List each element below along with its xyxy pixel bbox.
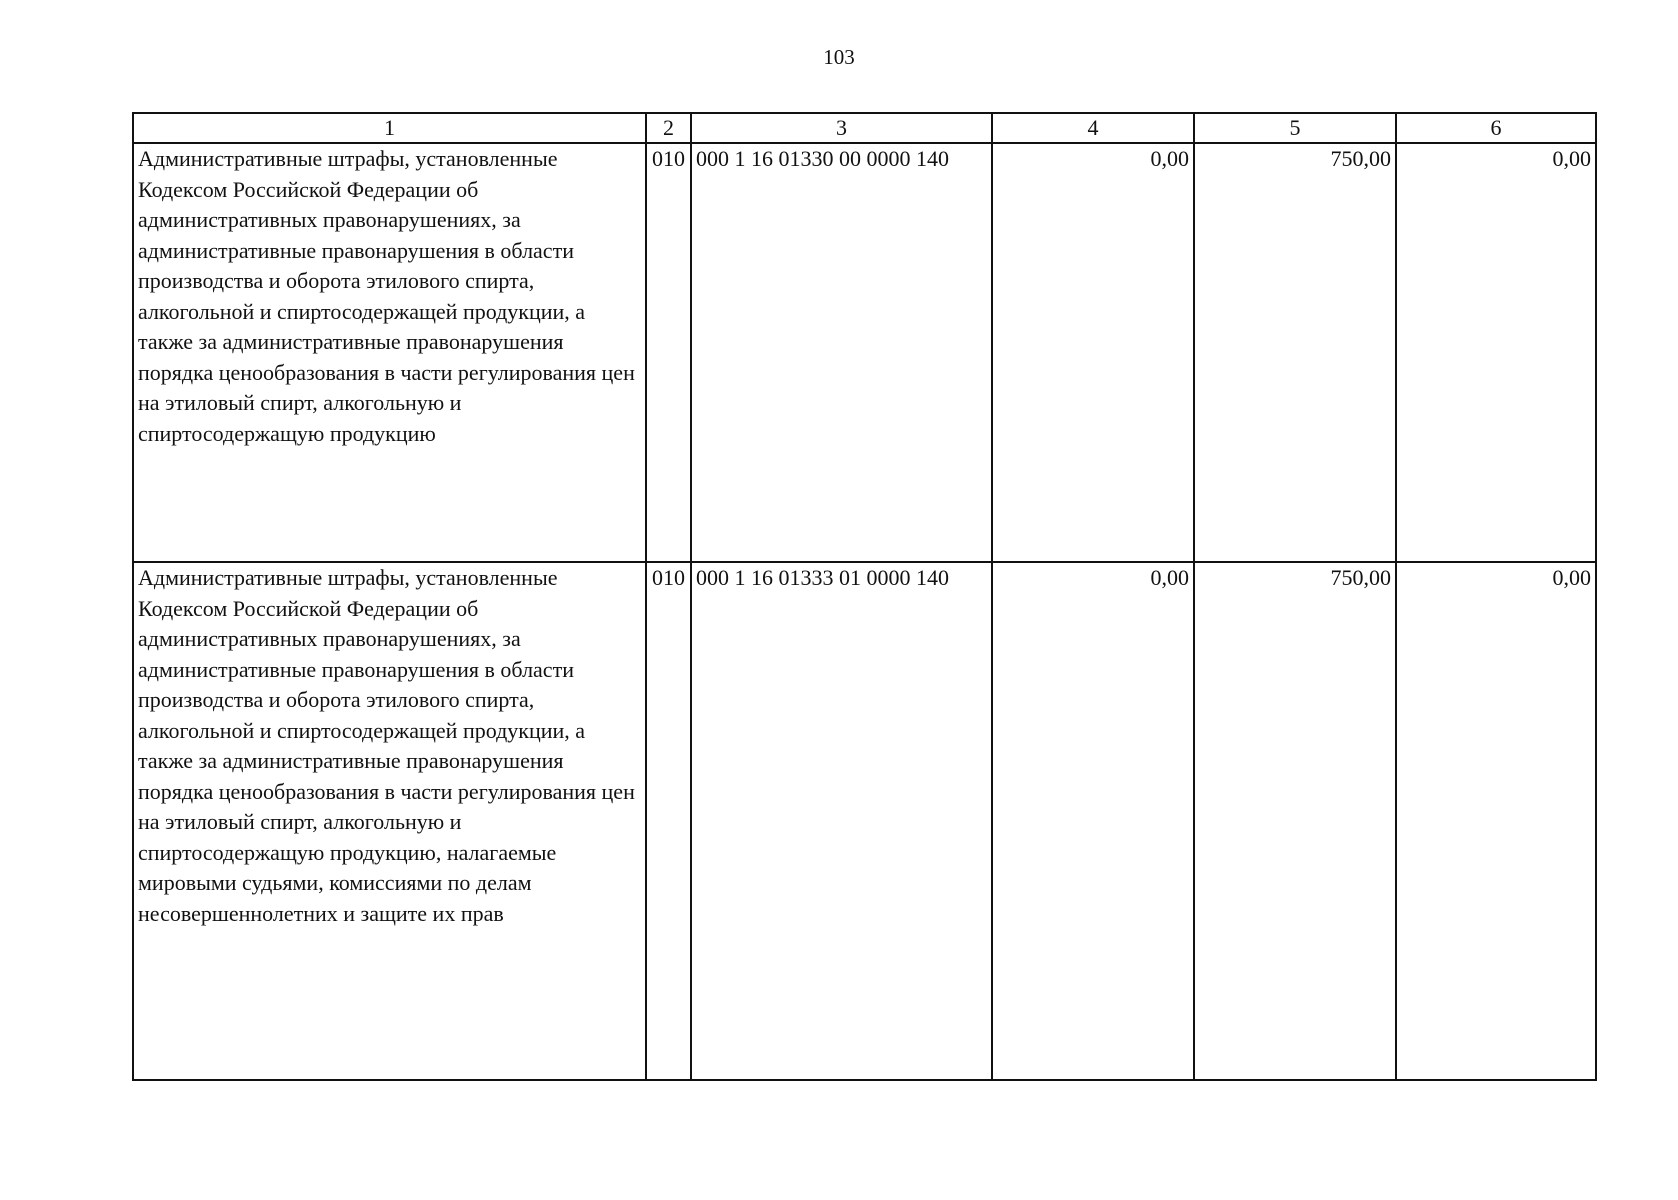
column-header-3: 3 xyxy=(691,113,992,143)
row-col6-cell: 0,00 xyxy=(1396,143,1596,562)
revenue-table xyxy=(132,112,1597,1081)
column-header-1: 1 xyxy=(133,113,646,143)
column-header-5: 5 xyxy=(1194,113,1396,143)
row-col4-cell: 0,00 xyxy=(992,143,1194,562)
row-budget-code-cell: 000 1 16 01330 00 0000 140 xyxy=(691,143,992,562)
table-row xyxy=(133,562,1596,1080)
row-budget-code-cell: 000 1 16 01333 01 0000 140 xyxy=(691,562,992,1080)
row-col6-cell: 0,00 xyxy=(1396,562,1596,1080)
column-header-2: 2 xyxy=(646,113,691,143)
row-line-code-cell: 010 xyxy=(646,143,691,562)
page-number: 103 xyxy=(823,45,855,69)
column-header-4: 4 xyxy=(992,113,1194,143)
table-header-row xyxy=(133,113,1596,143)
row-col4-cell: 0,00 xyxy=(992,562,1194,1080)
row-line-code-cell: 010 xyxy=(646,562,691,1080)
table-row xyxy=(133,143,1596,562)
row-name-cell: Административные штрафы, установленные Кодексом Российской Федерации об административных правонарушениях, за административные правонарушения в области производства и оборота этилового спирта, алкогольной и спиртосодержащей продукции, а также за административные правонарушения порядка ценообразования в части регулирования цен на этиловый спирт, алкогольную и спиртосодержащую продукцию xyxy=(133,143,646,562)
row-col5-cell: 750,00 xyxy=(1194,143,1396,562)
column-header-6: 6 xyxy=(1396,113,1596,143)
row-name-cell: Административные штрафы, установленные Кодексом Российской Федерации об административных правонарушениях, за административные правонарушения в области производства и оборота этилового спирта, алкогольной и спиртосодержащей продукции, а также за административные правонарушения порядка ценообразования в части регулирования цен на этиловый спирт, алкогольную и спиртосодержащую продукцию, налагаемые мировыми судьями, комиссиями по делам несовершеннолетних и защите их прав xyxy=(133,562,646,1080)
row-col5-cell: 750,00 xyxy=(1194,562,1396,1080)
